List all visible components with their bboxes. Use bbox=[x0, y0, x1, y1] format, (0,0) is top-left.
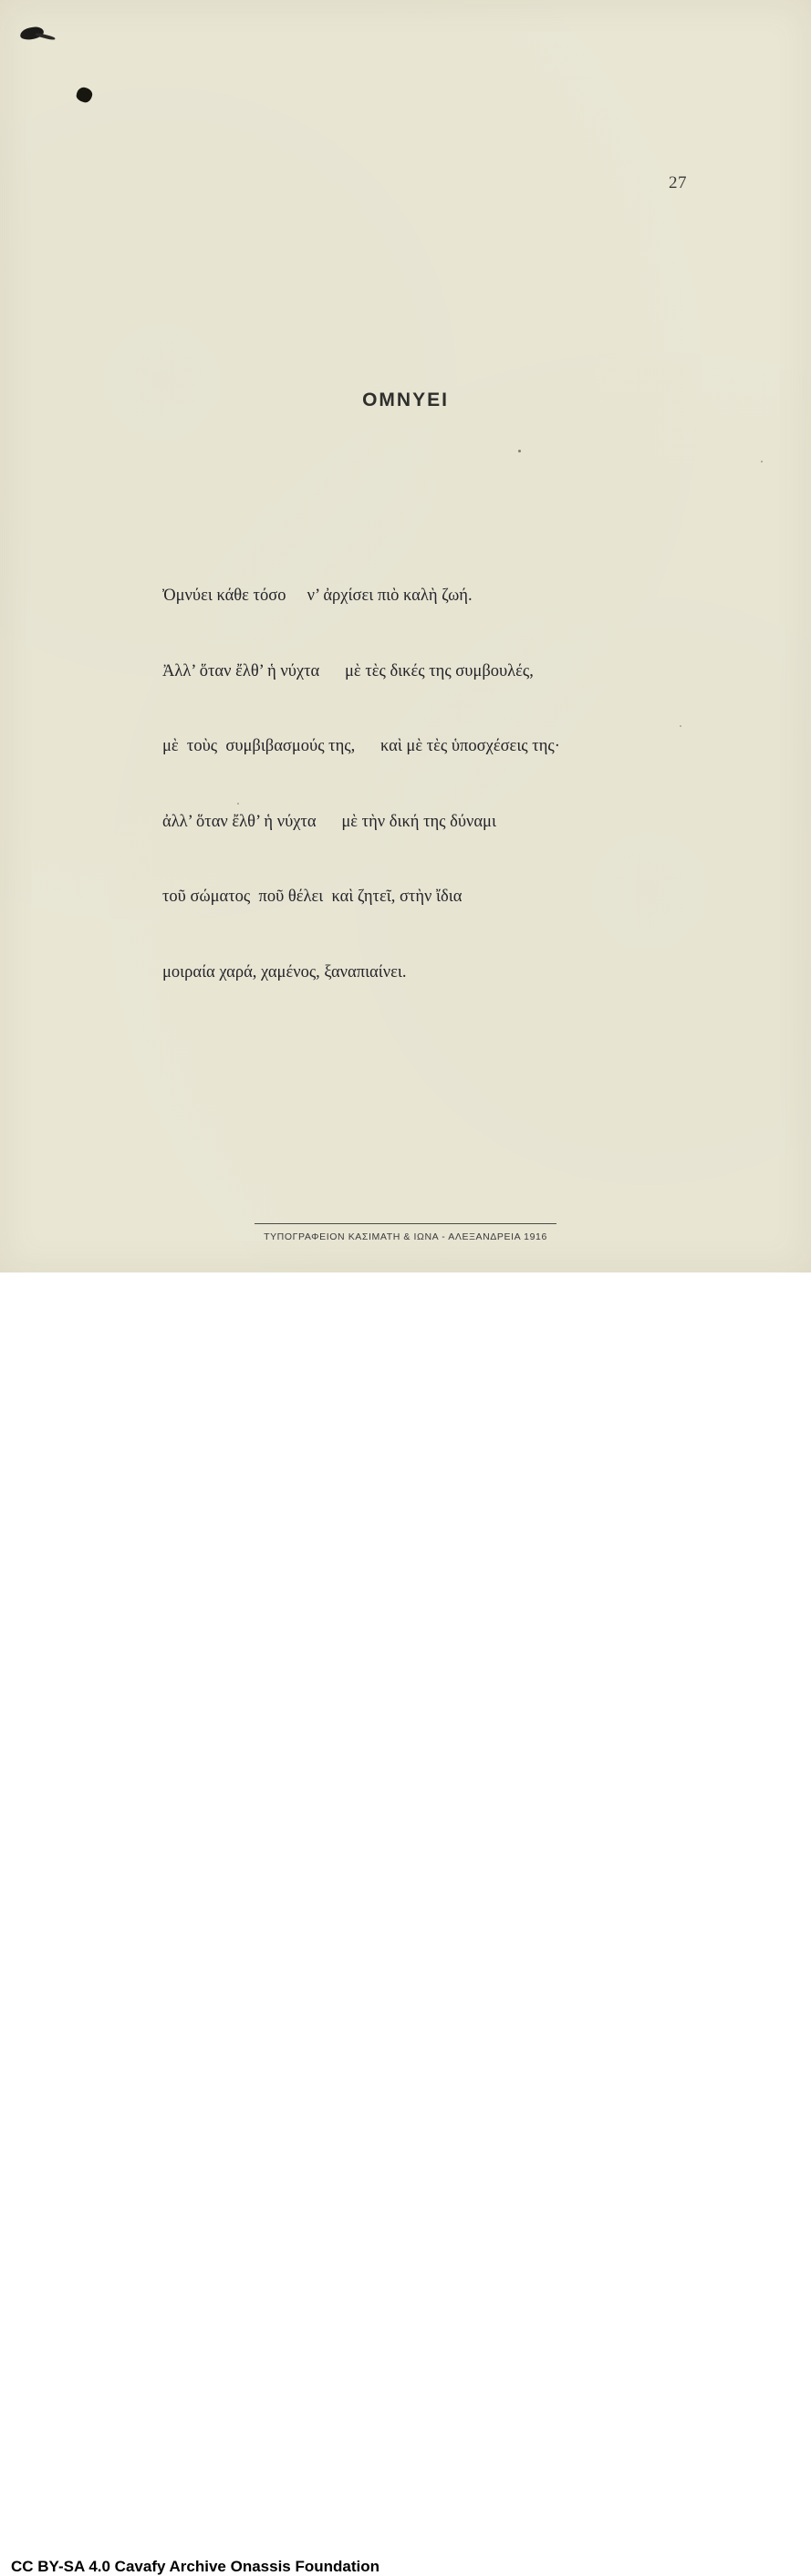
page-number: 27 bbox=[669, 173, 687, 192]
scanned-page bbox=[0, 0, 811, 1272]
paper-speck-icon bbox=[518, 450, 521, 452]
ink-blot-secondary-icon bbox=[76, 86, 94, 103]
poem-line: μοιραία χαρά, χαμένος, ξαναπιαίνει. bbox=[162, 962, 407, 982]
page-title: OMNYEI bbox=[362, 390, 449, 410]
divider bbox=[255, 1223, 556, 1224]
poem-line: Ἀλλ’ ὅταν ἔλθ’ ἡ νύχτα μὲ τὲς δικές της συμβουλές, bbox=[162, 661, 534, 680]
poem-line: τοῦ σώματος ποῦ θέλει καὶ ζητεῖ, στὴν ἴδια bbox=[162, 888, 463, 906]
paper-speck-icon bbox=[761, 461, 763, 462]
license-text: CC BY-SA 4.0 Cavafy Archive Onassis Foundation bbox=[11, 2558, 380, 2575]
poem-line: ἀλλ’ ὅταν ἔλθ’ ἡ νύχτα μὲ τὴν δική της δύναμι bbox=[162, 812, 496, 831]
paper-speck-icon bbox=[680, 725, 681, 727]
license-bar bbox=[0, 1272, 811, 2575]
ink-blot-icon bbox=[19, 26, 45, 40]
poem-line: Ὀμνύει κάθε τόσο ν’ ἀρχίσει πιὸ καλὴ ζωή. bbox=[162, 587, 473, 605]
poem-line: μὲ τοὺς συμβιβασμούς της, καὶ μὲ τὲς ὑποσχέσεις της· bbox=[162, 737, 560, 755]
colophon-text: ΤΥΠΟΓΡΑΦΕΙΟΝ ΚΑΣΙΜΑΤΗ & ΙΩΝΑ - ΑΛΕΞΑΝΔΡΕΙΑ 1916 bbox=[264, 1231, 547, 1242]
poem-body bbox=[162, 534, 655, 1035]
